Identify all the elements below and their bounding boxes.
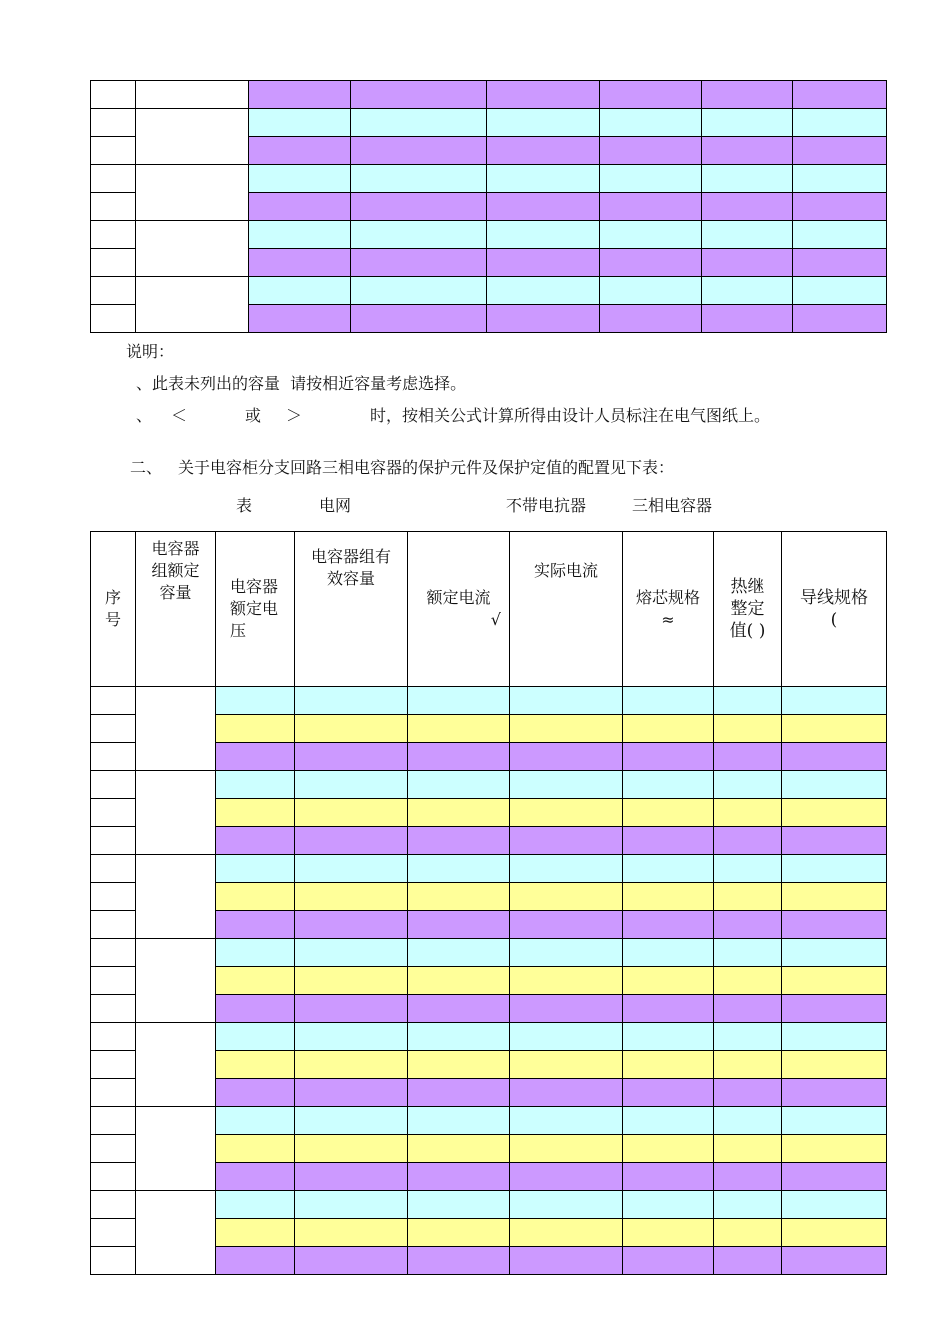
header-rated-voltage: 电容器额定电压 bbox=[216, 532, 295, 687]
capacitor-protection-table bbox=[90, 531, 887, 1275]
header-actual-current: 实际电流 bbox=[510, 532, 623, 687]
header-fuse-spec: 熔芯规格 ≈ bbox=[623, 532, 714, 687]
paren-symbol: ( bbox=[830, 610, 838, 630]
caption-three-phase: 三相电容器 bbox=[632, 496, 713, 515]
note-line-2-lt: ＜ bbox=[171, 406, 188, 425]
table-row bbox=[91, 939, 887, 967]
table-row bbox=[91, 277, 887, 305]
table-row bbox=[91, 81, 887, 109]
table-row bbox=[91, 165, 887, 193]
table-row bbox=[91, 855, 887, 883]
approx-symbol: ≈ bbox=[661, 610, 675, 629]
table-row bbox=[91, 221, 887, 249]
table-row bbox=[91, 1023, 887, 1051]
table-row bbox=[91, 1191, 887, 1219]
caption-grid: 电网 bbox=[319, 496, 352, 515]
header-seq: 序号 bbox=[91, 532, 136, 687]
header-rated-current: 额定电流 √ bbox=[408, 532, 510, 687]
header-thermal-relay: 热继整定值( ) bbox=[714, 532, 782, 687]
table-row bbox=[91, 109, 887, 137]
section-heading: 关于电容柜分支回路三相电容器的保护元件及保护定值的配置见下表： bbox=[178, 458, 675, 477]
section-number: 二、 bbox=[130, 458, 163, 477]
header-group-capacity: 电容器组额定容量 bbox=[136, 532, 216, 687]
header-wire-spec: 导线规格 ( bbox=[782, 532, 887, 687]
sqrt-symbol: √ bbox=[490, 610, 501, 629]
note-line-2-rest: 时，按相关公式计算所得由设计人员标注在电气图纸上。 bbox=[370, 406, 771, 425]
table-header-row bbox=[91, 532, 887, 687]
table-row bbox=[91, 687, 887, 715]
notes-label: 说明： bbox=[126, 342, 175, 361]
note-line-2-prefix: 、 bbox=[136, 406, 153, 425]
note-line-2-gt: ＞ bbox=[286, 406, 303, 425]
note-line-1: 、此表未列出的容量 请按相近容量考虑选择。 bbox=[136, 374, 467, 393]
caption-table-word: 表 bbox=[236, 496, 253, 515]
note-line-2-or: 或 bbox=[245, 406, 262, 425]
table-row bbox=[91, 1107, 887, 1135]
table-row bbox=[91, 771, 887, 799]
header-effective-capacity: 电容器组有效容量 bbox=[295, 532, 408, 687]
capacitor-table-continued bbox=[90, 80, 887, 333]
caption-no-reactor: 不带电抗器 bbox=[506, 496, 587, 515]
